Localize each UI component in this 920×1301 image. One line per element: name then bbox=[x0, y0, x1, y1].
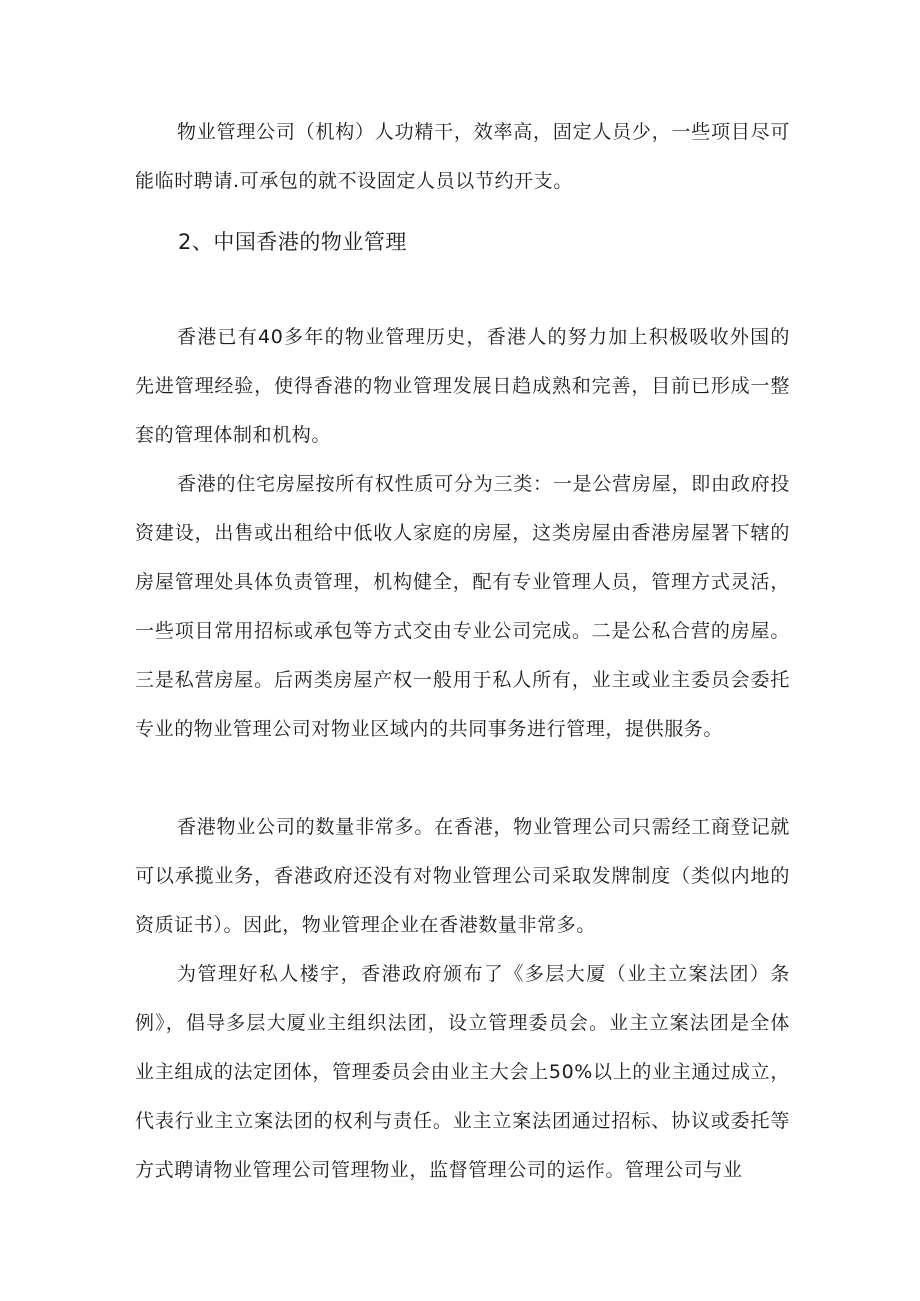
paragraph-history: 香港已有40多年的物业管理历史，香港人的努力加上积极吸收外国的先进管理经验，使得香港的物业管理发展日趋成熟和完善，目前已形成一整套的管理体制和机构。 bbox=[135, 326, 790, 446]
paragraph-ordinance: 为管理好私人楼宇，香港政府颁布了《多层大厦（业主立案法团）条例》，倡导多层大厦业主组织法团，设立管理委员会。业主立案法团是全体业主组成的法定团体，管理委员会由业主大会上50%以上的业主通过成立，代表行业主立案法团的权利与责任。业主立案法团通过招标、协议或委托等方式聘请物业管理公司管理物业，监督管理公司的运作。管理公司与业 bbox=[135, 963, 790, 1181]
paragraph-staffing: 物业管理公司（机构）人功精干，效率高，固定人员少，一些项目尽可能临时聘请.可承包的就不设固定人员以节约开支。 bbox=[135, 121, 790, 192]
paragraph-company-count: 香港物业公司的数量非常多。在香港，物业管理公司只需经工商登记就可以承揽业务，香港政府还没有对物业管理公司采取发牌制度（类似内地的资质证书）。因此，物业管理企业在香港数量非常多。 bbox=[135, 816, 790, 936]
section-heading-hong-kong: 2、中国香港的物业管理 bbox=[178, 230, 407, 254]
paragraph-housing-types: 香港的住宅房屋按所有权性质可分为三类：一是公营房屋，即由政府投资建设，出售或出租给中低收人家庭的房屋，这类房屋由香港房屋署下辖的房屋管理处具体负责管理，机构健全，配有专业管理人员，管理方式灵活，一些项目常用招标或承包等方式交由专业公司完成。二是公私合营的房屋。三是私营房屋。后两类房屋产权一般用于私人所有，业主或业主委员会委托专业的物业管理公司对物业区域内的共同事务进行管理，提供服务。 bbox=[135, 473, 790, 740]
